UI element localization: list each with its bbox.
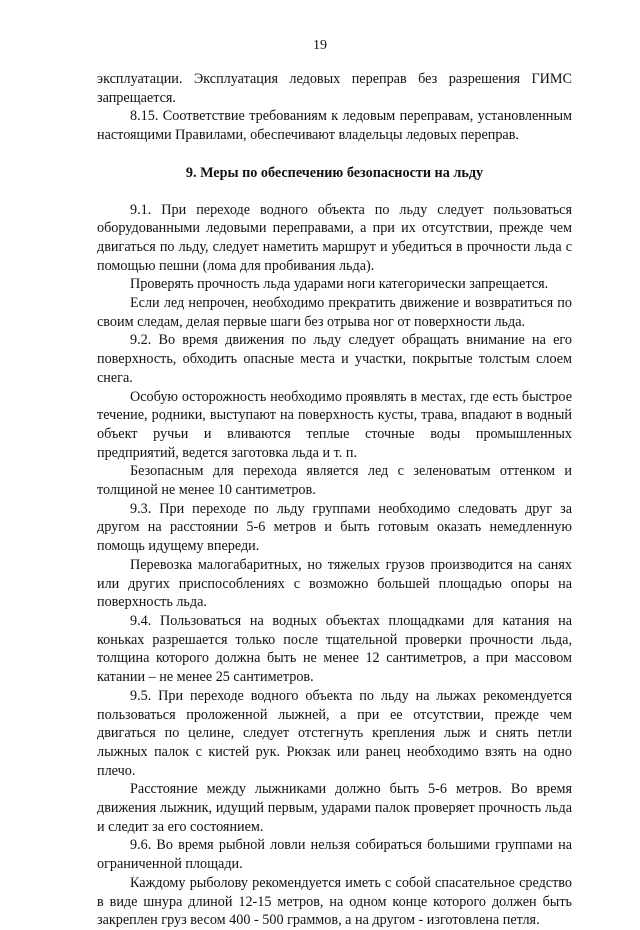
paragraph: 9.2. Во время движения по льду следует обращать внимание на его поверхность, обходить опасные места и участки, покрытые толстым слоем снега. [97, 332, 572, 386]
paragraph: 9.6. Во время рыбной ловли нельзя собираться большими группами на ограниченной площади. [97, 837, 572, 873]
paragraph: 9.5. При переходе водного объекта по льду на лыжах рекомендуется пользоваться проложенной лыжней, а при ее отсутствии, прежде чем двигаться по целине, следует отстегнуть крепления лыж и снять петли лыжных палок с кистей рук. Рюкзак или ранец необходимо взять на одно плечо. [97, 687, 572, 779]
section-title: 9. Меры по обеспечению безопасности на льду [185, 164, 484, 181]
paragraph: Безопасным для перехода является лед с зеленоватым оттенком и толщиной не менее 10 сантиметров. [97, 463, 572, 499]
document-body [97, 70, 572, 930]
paragraph: Расстояние между лыжниками должно быть 5-6 метров. Во время движения лыжник, идущий первым, ударами палок проверяет прочность льда и следит за его состоянием. [97, 781, 572, 835]
paragraph: 9.3. При переходе по льду группами необходимо следовать друг за другом на расстоянии 5-6 метров и быть готовым оказать немедленную помощь идущему впереди. [97, 500, 572, 555]
paragraph: Проверять прочность льда ударами ноги категорически запрещается. [130, 276, 549, 293]
paragraph: Каждому рыболову рекомендуется иметь с собой спасательное средство в виде шнура длиной 12-15 метров, на одном конце которого должен быть закреплен груз весом 400 - 500 граммов, а на другом - изготовлена петля. [97, 874, 572, 929]
paragraph: эксплуатации. Эксплуатация ледовых переправ без разрешения ГИМС запрещается. [97, 71, 572, 106]
paragraph: Если лед непрочен, необходимо прекратить движение и возвратиться по своим следам, делая первые шаги без отрыва ног от поверхности льда. [97, 295, 572, 330]
paragraph: 8.15. Соответствие требованиям к ледовым переправам, установленным настоящими Правилами, обеспечивают владельцы ледовых переправ. [97, 108, 572, 144]
page-number: 19 [313, 38, 327, 53]
paragraph: 9.1. При переходе водного объекта по льду следует пользоваться оборудованными ледовыми переправами, а при их отсутствии, прежде чем двигаться по льду, следует наметить маршрут и убедиться в прочности льда с помощью пешни (лома для пробивания льда). [97, 201, 572, 274]
paragraph: Перевозка малогабаритных, но тяжелых грузов производится на санях или других приспособлениях с возможно большей площадью опоры на поверхность льда. [97, 556, 572, 611]
paragraph: Особую осторожность необходимо проявлять в местах, где есть быстрое течение, родники, выступают на поверхность кусты, трава, впадают в водный объект ручьи и вливаются теплые сточные воды промышленных предприятий, ведется заготовка льда и т. п. [97, 388, 572, 461]
paragraph: 9.4. Пользоваться на водных объектах площадками для катания на коньках разрешается только после тщательной проверки прочности льда, толщина которого должна быть не менее 12 сантиметров, а при массовом катании – не менее 25 сантиметров. [97, 612, 572, 686]
